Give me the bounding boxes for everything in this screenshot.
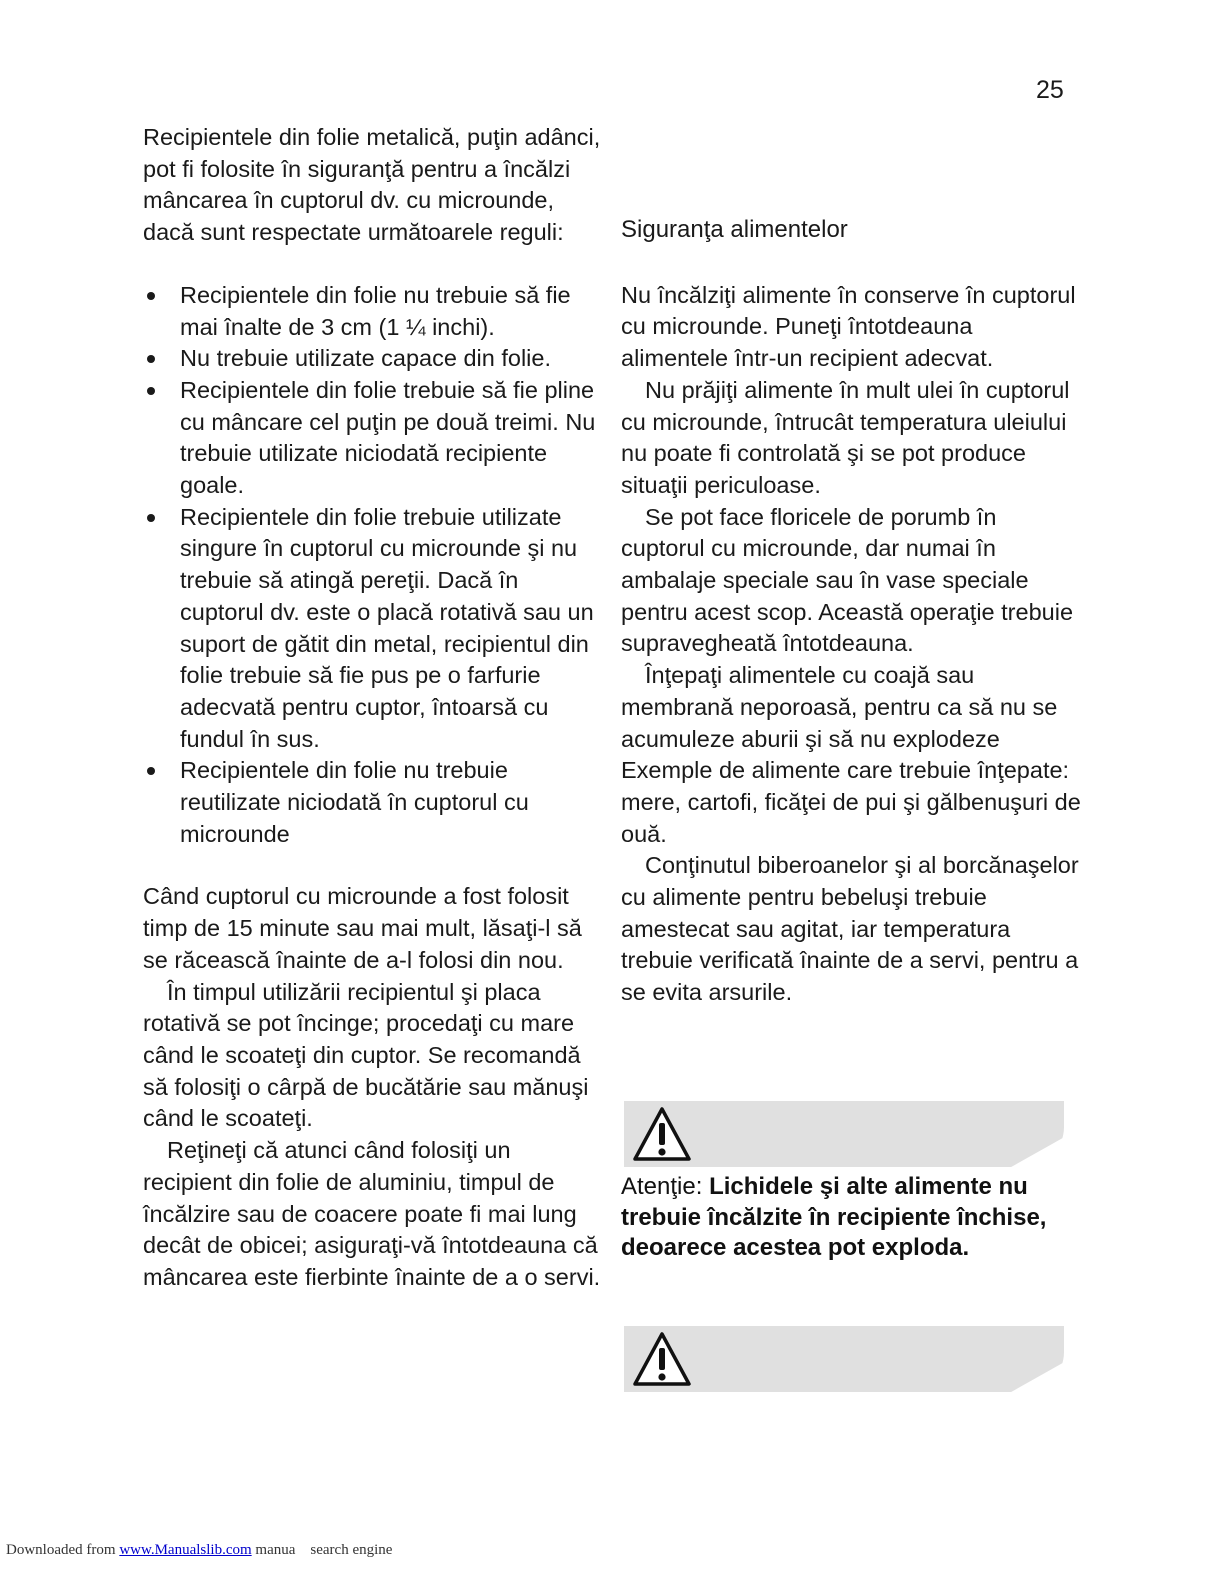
cooling-paragraph: Când cuptorul cu microunde a fost folosit timp de 15 minute sau mai mult, lăsaţi-l să se răcească înainte de a-l folosi din nou.: [143, 883, 582, 973]
list-item: Recipientele din folie trebuie să fie pline cu mâncare cel puţin pe două treimi. Nu trebuie utilizate niciodată recipiente goale.: [143, 375, 603, 502]
warning-label: Atenţie:: [621, 1173, 703, 1200]
footer-prefix: Downloaded from: [6, 1542, 116, 1558]
oil-paragraph: Nu prăjiţi alimente în mult ulei în cuptorul cu microunde, întrucât temperatura uleiului nu poate fi controlată şi se pot produce situaţii periculoase.: [621, 376, 1070, 498]
section-heading: Siguranţa alimentelor: [621, 216, 848, 243]
bullet-icon: [147, 292, 155, 300]
cans-paragraph: Nu încălziţi alimente în conserve în cuptorul cu microunde. Puneţi întotdeauna alimentele într-un recipient adecvat.: [621, 281, 1076, 372]
popcorn-paragraph: Se pot face floricele de porumb în cuptorul cu microunde, dar numai în ambalaje speciale sau în vase speciale pentru acest scop. Această operaţie trebuie supravegheată întotdeauna.: [621, 503, 1074, 657]
list-item: Recipientele din folie nu trebuie să fie mai înalte de 3 cm (1 ¼ inchi).: [143, 280, 603, 343]
pierce-paragraph: Înţepaţi alimentele cu coajă sau membrană neporoasă, pentru ca să nu se acumuleze aburii şi să nu explodeze Exemple de alimente care trebuie înţepate: mere, cartofi, ficăţei de pui şi gălbenuşuri de ouă.: [621, 662, 1081, 847]
left-column: [143, 122, 603, 1294]
footer-suffix: manua search engine: [255, 1542, 393, 1558]
list-item: Recipientele din folie nu trebuie reutilizate niciodată în cuptorul cu microunde: [143, 755, 603, 850]
baby-food-paragraph: Conţinutul biberoanelor şi al borcănaşelor cu alimente pentru bebeluşi trebuie amestecat sau agitat, iar temperatura trebuie verificată înainte de a servi, pentru a se evita arsurile.: [621, 852, 1079, 1006]
bullet-icon: [147, 514, 155, 522]
bullet-icon: [147, 387, 155, 395]
page-number: 25: [1036, 76, 1064, 104]
warning-text: [621, 1172, 1081, 1264]
warning-triangle-icon: [632, 1105, 692, 1163]
download-footer: [6, 1542, 392, 1559]
list-item: Nu trebuie utilizate capace din folie.: [143, 343, 603, 375]
warning-bar-2: [624, 1326, 1064, 1392]
intro-paragraph: Recipientele din folie metalică, puţin adânci, pot fi folosite în siguranţă pentru a încălzi mâncarea în cuptorul dv. cu microunde, dacă sunt respectate următoarele reguli:: [143, 124, 601, 246]
right-column: [621, 214, 1081, 1009]
manualslib-link[interactable]: www.Manualslib.com: [119, 1542, 252, 1558]
warning-message: Lichidele şi alte alimente nu trebuie încălzite în recipiente închise, deoarece acestea pot exploda.: [621, 1173, 1047, 1261]
foil-time-paragraph: Reţineţi că atunci când folosiţi un recipient din folie de aluminiu, timpul de încălzire sau de coacere poate fi mai lung decât de obicei; asiguraţi-vă întotdeauna că mâncarea este fierbinte înainte de a o servi.: [143, 1137, 601, 1290]
hot-dish-paragraph: În timpul utilizării recipientul şi placa rotativă se pot încinge; procedaţi cu mare când le scoateţi din cuptor. Se recomandă să folosiţi o cârpă de bucătărie sau mănuşi când le scoateţi.: [143, 978, 589, 1132]
list-item: Recipientele din folie trebuie utilizate singure în cuptorul cu microunde şi nu trebuie să atingă pereţii. Dacă în cuptorul dv. este o placă rotativă sau un suport de gătit din metal, recipientul din folie trebuie să fie pus pe o farfurie adecvată pentru cuptor, întoarsă cu fundul în sus.: [143, 502, 603, 756]
bullet-icon: [147, 767, 155, 775]
warning-triangle-icon: [632, 1330, 692, 1388]
foil-rules-list: [143, 280, 603, 851]
warning-bar: [624, 1101, 1064, 1167]
bullet-icon: [147, 355, 155, 363]
